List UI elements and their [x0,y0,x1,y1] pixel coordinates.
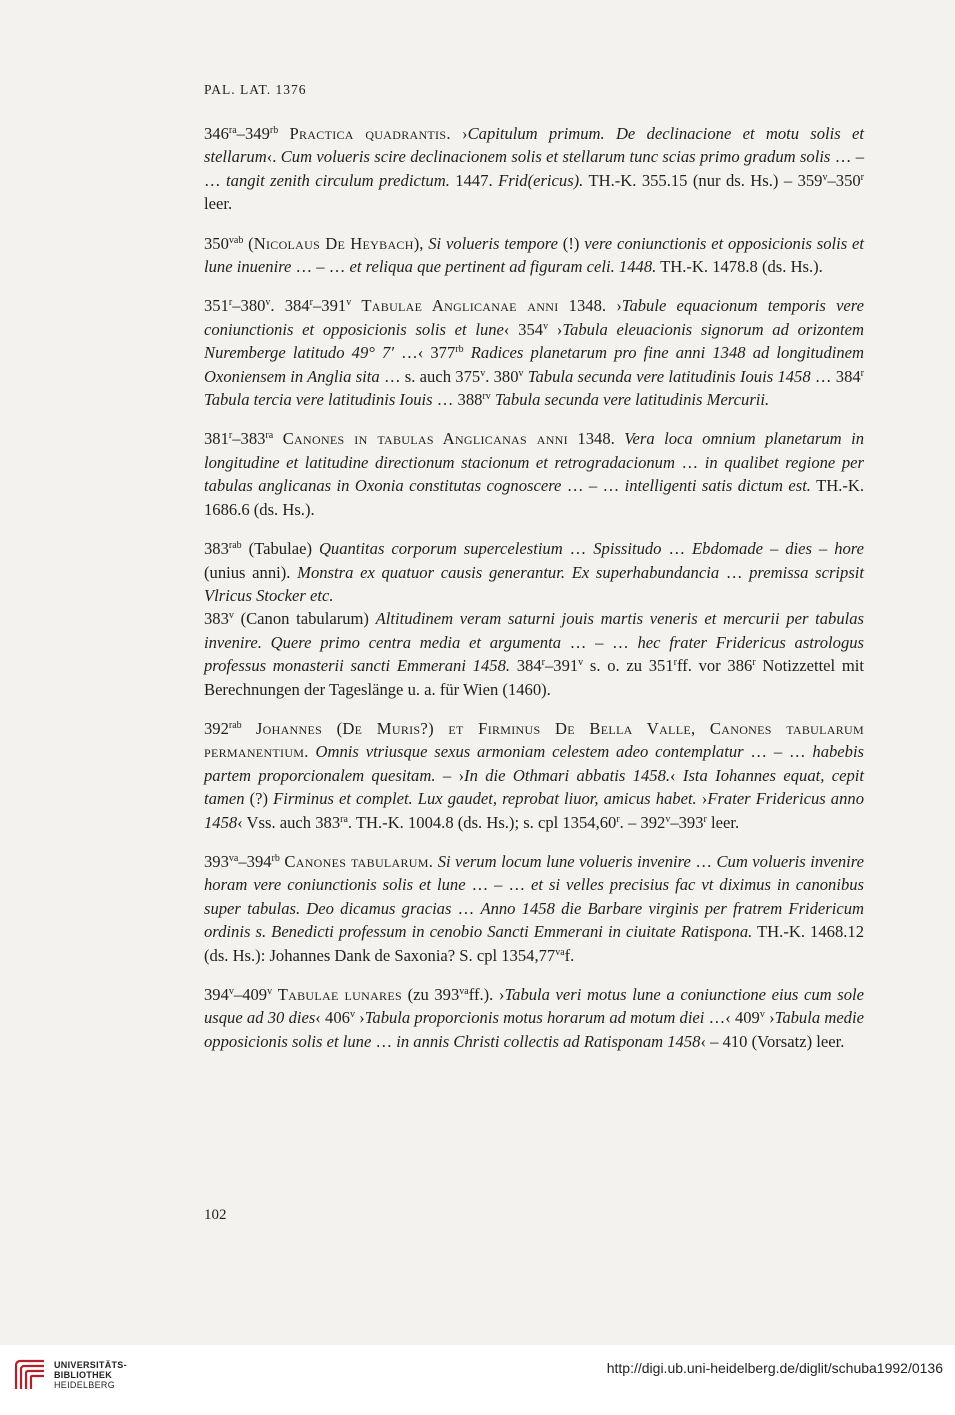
entry-346-349-text: –350 [827,170,861,190]
entry-351-391-text: –380 [232,296,266,316]
entry-394-409-text: Tabula medie opposicionis solis et lune [204,1008,864,1051]
entry-383rab-text: dies [785,539,812,559]
entry-393-394-text: va [555,946,565,958]
entry-392-text: 392 [204,718,229,738]
entry-394-409-text: …‹ 409 [704,1008,760,1028]
entry-346-349-text [278,124,289,143]
entry-346-349-text: Frid(ericus). [498,170,584,190]
catalogue-text [204,122,864,1069]
entry-351-391-text [464,343,471,362]
entry-383rab-text: hore [834,539,865,559]
entry-383v-text: Notizzettel mit Berechnungen der Tageslänge u. a. für Wien (1460). [204,656,865,699]
entry-383v-text: 383 [204,609,229,629]
entry-392-text: r [703,813,707,825]
entry-351-391-text: …‹ 377 [393,343,456,363]
library-name-line2: BIBLIOTHEK [54,1370,112,1380]
entry-346-349-text: 1447. [449,170,499,190]
entry-394-409-text: in annis Christi collectis ad Ratisponam 1458 [396,1031,701,1051]
running-head: PAL. LAT. 1376 [204,82,307,97]
entry-351-391-text: v [265,297,271,309]
entry-351-391-text: 351 [204,296,229,316]
entry-351-391-text: Tabulae Anglicanae anni [361,296,559,316]
entry-392-text: v [665,813,671,825]
entry-351-391-text: r [228,297,233,309]
entry-383rab-text: (Tabulae) [241,539,319,559]
entry-383rab-text: Quantitas corporum supercelestium [318,539,563,559]
entry-381-383-text [273,429,282,448]
entry-350-text: 350 [204,233,229,253]
entry-346-349-text: –349 [236,124,270,143]
entry-392-text: habebis partem proporcionalem quesitam. [204,742,865,785]
entry-393-394-text: 393 [204,851,229,871]
entry-346-349 [204,122,864,216]
entry-351-391-text: . 380 [485,366,519,386]
entry-351-391-text: r [309,297,313,309]
entry-351-391-text: –391 [313,296,347,316]
entry-351-391-text: v [480,367,486,379]
entry-381-383-text: 1348. [567,429,625,449]
entry-346-349-text: r [860,171,864,183]
entry-351-391-text: Radices planetarum pro fine anni 1348 ad longitudinem Oxoniensem in Anglia sita [204,343,865,386]
entry-383v-text: –391 [544,656,579,676]
entry-381-383-text: ra [265,430,274,442]
entry-383rab-text: … [661,539,693,559]
entry-351-391-text: Tabula eleuacionis signorum ad orizontem Nuremberge latitudo 49° 7′ [204,319,864,363]
entry-351-391-text: r [860,367,865,379]
entry-393-394-text: TH.-K. 1468.12 (ds. Hs.): Johannes Dank de Saxonia? S. cpl 1354,77 [204,922,864,965]
entry-346-349-text: ‹. [266,147,281,167]
entry-346-349-text: Practica quadrantis. [289,124,451,143]
entry-351-391-text: … 384 [810,366,861,386]
entry-346-349-text: … – … [204,147,865,190]
entry-392-text: Ista Iohannes equat, cepit tamen [204,765,864,809]
entry-383v-text: v [228,610,234,622]
entry-392-text: ‹ Vss. auch 383 [237,812,341,832]
entry-392-text: . – 392 [619,812,666,832]
entry-383rab-text: Ebdomade [692,539,763,559]
entry-351-391-text: … 388 [432,390,483,410]
entry-351-391-text: v [518,367,524,379]
entry-381-383-text: … [674,452,705,472]
entry-383v-text: r [752,657,756,669]
entry-350-text: vere coniunctionis et opposicionis solis et lune inuenire [204,233,864,277]
entry-394-409-text: 394 [204,985,229,1004]
entry-381-383-text: in qualibet regione per tabulas anglicanas in Oxonia constitutas cognoscere [204,452,864,496]
entry-346-349-text: 346 [204,124,229,143]
entry-381-383-text: intelligenti satis dictum est. [624,476,811,496]
entry-394-409-text: Tabulae lunares [277,985,402,1004]
entry-393-394-text: … – … [465,875,532,895]
entry-383v-text: r [541,657,545,669]
entry-393-394-text: Cum volueris invenire horam vere coniunctionis solis et lune [204,851,864,895]
entry-392-text: (?) [244,789,274,809]
entry-383v-text: s. o. zu 351 [583,656,674,676]
entry-392-text [242,719,256,738]
entry-381-383 [204,427,864,521]
entry-393-394-text: f. [564,945,575,965]
entry-394-409-text: › [764,1008,775,1028]
entry-393-394-text: Si verum locum lune volueris invenire [437,851,691,871]
library-name [54,1360,127,1390]
entry-383rab-text: … [562,539,594,559]
entry-383v-text: hec frater Fridericus astrologus professus monasterii sancti Emmerani 1458. [204,632,864,676]
entry-392-text: leer. [706,812,740,832]
entry-394-409-text: ff.). › [468,985,505,1004]
entry-394-409-text: Tabula proporcionis motus horarum ad motum diei [364,1008,705,1028]
entry-383v-text: 384 [510,656,542,676]
entry-392-text: › [696,789,708,809]
entry-394-409-text: ‹ 406 [315,1008,350,1028]
entry-392-text: In die Othmari abbatis 1458. [464,765,671,785]
entry-346-349-text: TH.-K. 355.15 (nur ds. Hs.) – 359 [583,170,823,190]
source-url-link[interactable]: http://digi.ub.uni-heidelberg.de/diglit/schuba1992/0136 [606,1360,943,1376]
entry-392-text: r [616,813,620,825]
entry-381-383-text: TH.-K. 1686.6 (ds. Hs.). [204,476,865,519]
entry-350-text: vab [228,234,244,246]
entry-346-349-text: Cum volueris scire declinacionem solis et stellarum tunc scias primo gradum solis [280,147,831,167]
entry-394-409-text: –409 [233,985,268,1004]
entry-392-text: ra [340,813,348,825]
entry-383v [204,607,864,701]
entry-346-349-text: ra [228,125,237,136]
entry-394-409-text: (zu 393 [401,985,460,1004]
entry-381-383-text: –383 [232,429,266,449]
entry-383rab [204,537,864,607]
entry-350-text: Nicolaus De Heybach [253,233,414,253]
entry-383v-text: v [578,657,584,669]
entry-392-text [309,742,316,761]
entry-383rab-text: Monstra ex quatuor causis generantur. Ex superhabundancia [297,562,720,582]
entry-392-text: … – … [743,742,813,762]
library-name-line3: HEIDELBERG [54,1380,116,1390]
entry-351-391-text: 1348. › [558,296,622,316]
entry-381-383-text: … – … [561,476,625,496]
entry-383v-text: … – … [561,632,638,652]
entry-351-391-text: Tabula tercia vere latitudinis Iouis [204,390,433,410]
entry-383v-text: ff. vor 386 [676,656,753,676]
entry-393-394-text: rb [271,852,280,864]
entry-351-391-text: . 384 [270,296,310,316]
entry-392-text: –393 [670,812,704,832]
entry-383rab-text: rab [228,540,242,552]
entry-394-409-text: v [349,1009,355,1021]
entry-394-409-text: › [354,1008,365,1028]
entry-392-text: ‹ [670,765,683,785]
entry-383rab-text: 383 [204,539,229,559]
entry-351-391-text: › [548,319,563,339]
entry-383v-text: r [673,657,677,669]
entry-383rab-text: – [811,539,835,559]
entry-392-text: – › [435,765,465,785]
entry-350-text: TH.-K. 1478.8 (ds. Hs.). [656,257,823,277]
entry-394-409-text: v [267,986,273,997]
entry-346-349-text: v [822,171,828,183]
entry-394-409-text: va [459,986,469,997]
entry-351-391-text: … s. auch 375 [379,366,481,386]
entry-392 [204,717,864,834]
entry-351-391-text: rv [482,391,491,403]
entry-350-text: ), [413,233,429,253]
entry-394-409-text: … [371,1031,397,1051]
entry-394-409-text: ‹ – 410 (Vorsatz) leer. [700,1031,845,1051]
entry-346-349-text: Capitulum primum. De declinacione et motu solis et stellarum [204,124,864,167]
entry-393-394-text: va [228,852,239,864]
entry-383v-text: (Canon tabularum) [233,609,376,629]
entry-351-391 [204,294,864,411]
entry-392-text: Firminus et complet. Lux gaudet, reprobat liuor, amicus habet. [273,789,697,809]
library-name-line1: UNIVERSITÄTS- [54,1360,127,1370]
entry-381-383-text: Vera loca omnium planetarum in longitudine et latitudine directionum stacionum et retrogradacionum [204,429,864,472]
entry-393-394-text: Anno 1458 die Barbare virginis per fratrem Fridericum ordinis s. Benedicti professum in cenobio Sancti Emmerani in ciuitate Ratispona. [204,898,865,942]
entry-393-394-text: et si velles precisius fac vt diximus in canonibus super tabulas. Deo dicamus gracias [204,875,865,918]
entry-381-383-text: 381 [204,429,229,449]
entry-350-text: ( [243,233,254,253]
entry-383v-text: Altitudinem veram saturni jouis martis veneris et mercurii per tabulas invenire. Quere primo centra media et argumenta [204,609,864,652]
entry-393-394-text: … [690,851,717,871]
entry-346-349-text: rb [269,125,279,136]
entry-383rab-text: premissa scripsit Vlricus Stocker etc. [204,562,865,605]
entry-346-349-text: leer. [204,194,233,214]
entry-381-383-text: Canones in tabulas Anglicanas anni [282,429,568,449]
entry-393-394-text: … [451,898,481,918]
entry-392-text: Frater Fridericus anno 1458 [204,789,864,832]
entry-351-391-text: rb [455,344,464,356]
library-logo-icon [12,1357,48,1393]
entry-392-text: Johannes (De Muris?) et Firminus De Bella Valle, Canones tabularum permanentium. [204,718,864,762]
entry-383rab-text: Spissitudo [593,539,662,559]
entry-393-394-text: –394 [238,851,272,871]
entry-350-text: et reliqua que pertinent ad figuram celi. 1448. [349,257,657,277]
entry-351-391-text: ‹ 354 [503,319,544,339]
entry-350-text: … – … [291,257,350,277]
entry-394-409-text: Tabula veri motus lune a coniunctione eius cum sole usque ad 30 dies [204,985,864,1028]
entry-393-394 [204,850,864,967]
entry-381-383-text: r [228,430,233,442]
entry-350 [204,232,864,279]
page-number: 102 [204,1207,227,1223]
entry-351-391-text [351,296,361,315]
entry-351-391-text: v [543,320,549,332]
entry-383rab-text: (unius anni). [204,562,298,582]
entry-346-349-text: › [450,124,468,143]
entry-346-349-text: tangit zenith circulum predictum. [226,170,450,190]
entry-383rab-text: – [763,539,786,559]
library-logo [12,1357,127,1393]
entry-383rab-text: … [719,562,750,582]
entry-351-391-text: Tabula secunda vere latitudinis Iouis 1458 [527,366,811,386]
entry-392-text: . TH.-K. 1004.8 (ds. Hs.); s. cpl 1354,60 [347,812,617,832]
entry-394-409-text: v [759,1009,765,1021]
entry-394-409 [204,983,864,1053]
entry-351-391-text: v [346,297,352,309]
entry-394-409-text: v [228,986,234,997]
entry-351-391-text: Tabula secunda vere latitudinis Mercurii. [494,390,770,410]
entry-392-text: rab [228,719,242,731]
entry-350-text: Si volueris tempore [428,233,558,253]
entry-350-text: (!) [557,233,585,253]
footer-bar [0,1345,955,1415]
entry-393-394-text: Canones tabularum. [284,851,434,871]
entry-392-text: Omnis vtriusque sexus armoniam celestem adeo contemplatur [315,742,744,762]
entry-351-391-text: Tabule equacionum temporis vere coniunctionis et opposicionis solis et lune [204,296,865,339]
